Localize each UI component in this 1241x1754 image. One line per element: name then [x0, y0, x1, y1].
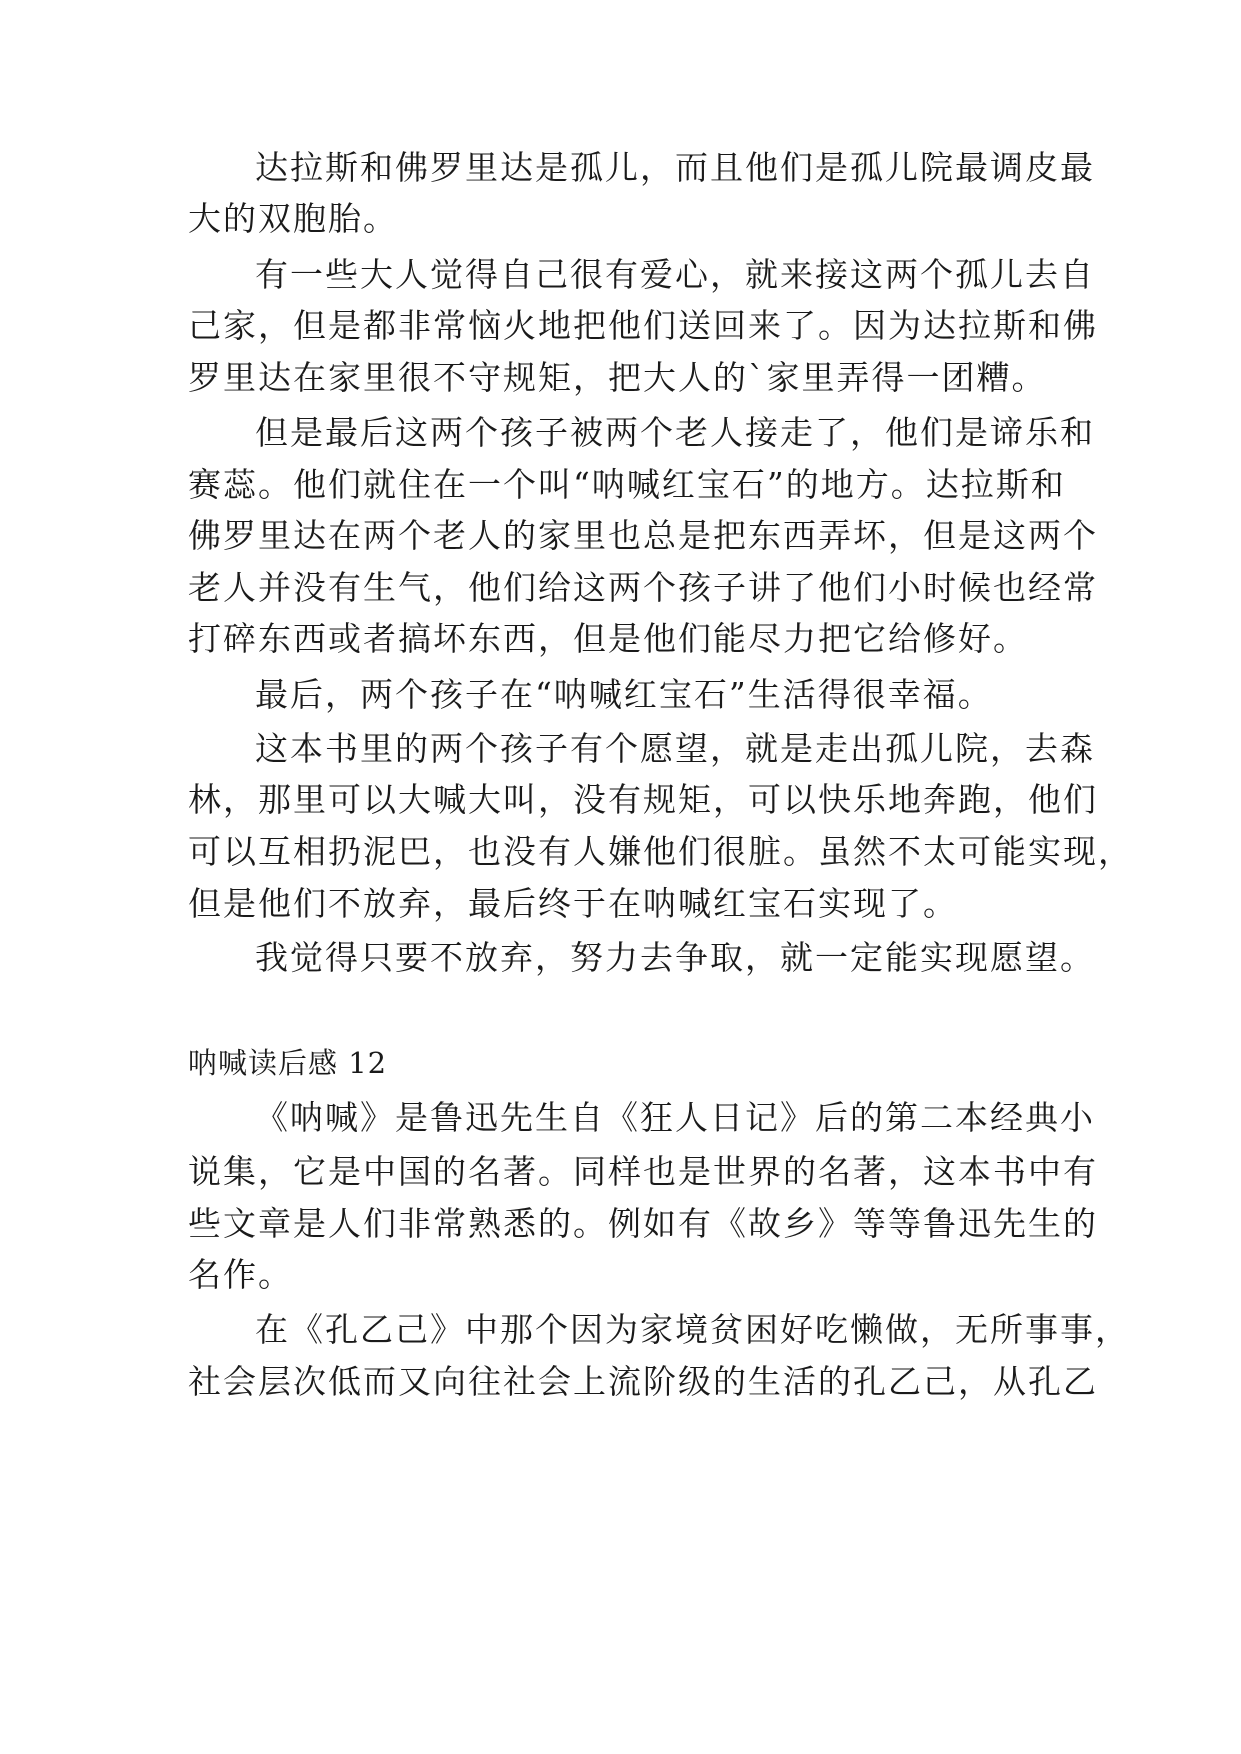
paragraph-line: 名作。 — [188, 1255, 293, 1294]
paragraph-line: 达拉斯和佛罗里达是孤儿，而且他们是孤儿院最调皮最 — [255, 148, 1095, 187]
paragraph-line: 老人并没有生气，他们给这两个孩子讲了他们小时候也经常 — [188, 568, 1098, 607]
paragraph-line: 罗里达在家里很不守规矩，把大人的`家里弄得一团糟。 — [188, 358, 1047, 397]
paragraph-line: 我觉得只要不放弃，努力去争取，就一定能实现愿望。 — [255, 938, 1095, 977]
paragraph-line: 但是他们不放弃，最后终于在呐喊红宝石实现了。 — [188, 884, 958, 923]
paragraph-line: 己家，但是都非常恼火地把他们送回来了。因为达拉斯和佛 — [188, 306, 1098, 345]
paragraph-line: 《呐喊》是鲁迅先生自《狂人日记》后的第二本经典小 — [255, 1098, 1095, 1137]
paragraph-line: 最后，两个孩子在“呐喊红宝石”生活得很幸福。 — [255, 675, 993, 714]
paragraph-line: 赛蕊。他们就住在一个叫“呐喊红宝石”的地方。达拉斯和 — [188, 465, 1066, 504]
paragraph-line: 这本书里的两个孩子有个愿望，就是走出孤儿院，去森 — [255, 729, 1095, 768]
paragraph-line: 打碎东西或者搞坏东西，但是他们能尽力把它给修好。 — [188, 619, 1028, 658]
paragraph-line: 佛罗里达在两个老人的家里也总是把东西弄坏，但是这两个 — [188, 516, 1098, 555]
paragraph-line: 社会层次低而又向往社会上流阶级的生活的孔乙己，从孔乙 — [188, 1362, 1098, 1401]
paragraph-line: 但是最后这两个孩子被两个老人接走了，他们是谛乐和 — [255, 413, 1095, 452]
section-heading: 呐喊读后感 12 — [188, 1046, 388, 1080]
paragraph-line: 可以互相扔泥巴，也没有人嫌他们很脏。虽然不太可能实现， — [188, 832, 1133, 871]
paragraph-line: 说集，它是中国的名著。同样也是世界的名著，这本书中有 — [188, 1152, 1098, 1191]
paragraph-line: 在《孔乙己》中那个因为家境贫困好吃懒做，无所事事， — [255, 1310, 1130, 1349]
paragraph-line: 有一些大人觉得自己很有爱心，就来接这两个孤儿去自 — [255, 255, 1095, 294]
paragraph-line: 些文章是人们非常熟悉的。例如有《故乡》等等鲁迅先生的 — [188, 1204, 1098, 1243]
paragraph-line: 大的双胞胎。 — [188, 199, 398, 238]
paragraph-line: 林，那里可以大喊大叫，没有规矩，可以快乐地奔跑，他们 — [188, 780, 1098, 819]
